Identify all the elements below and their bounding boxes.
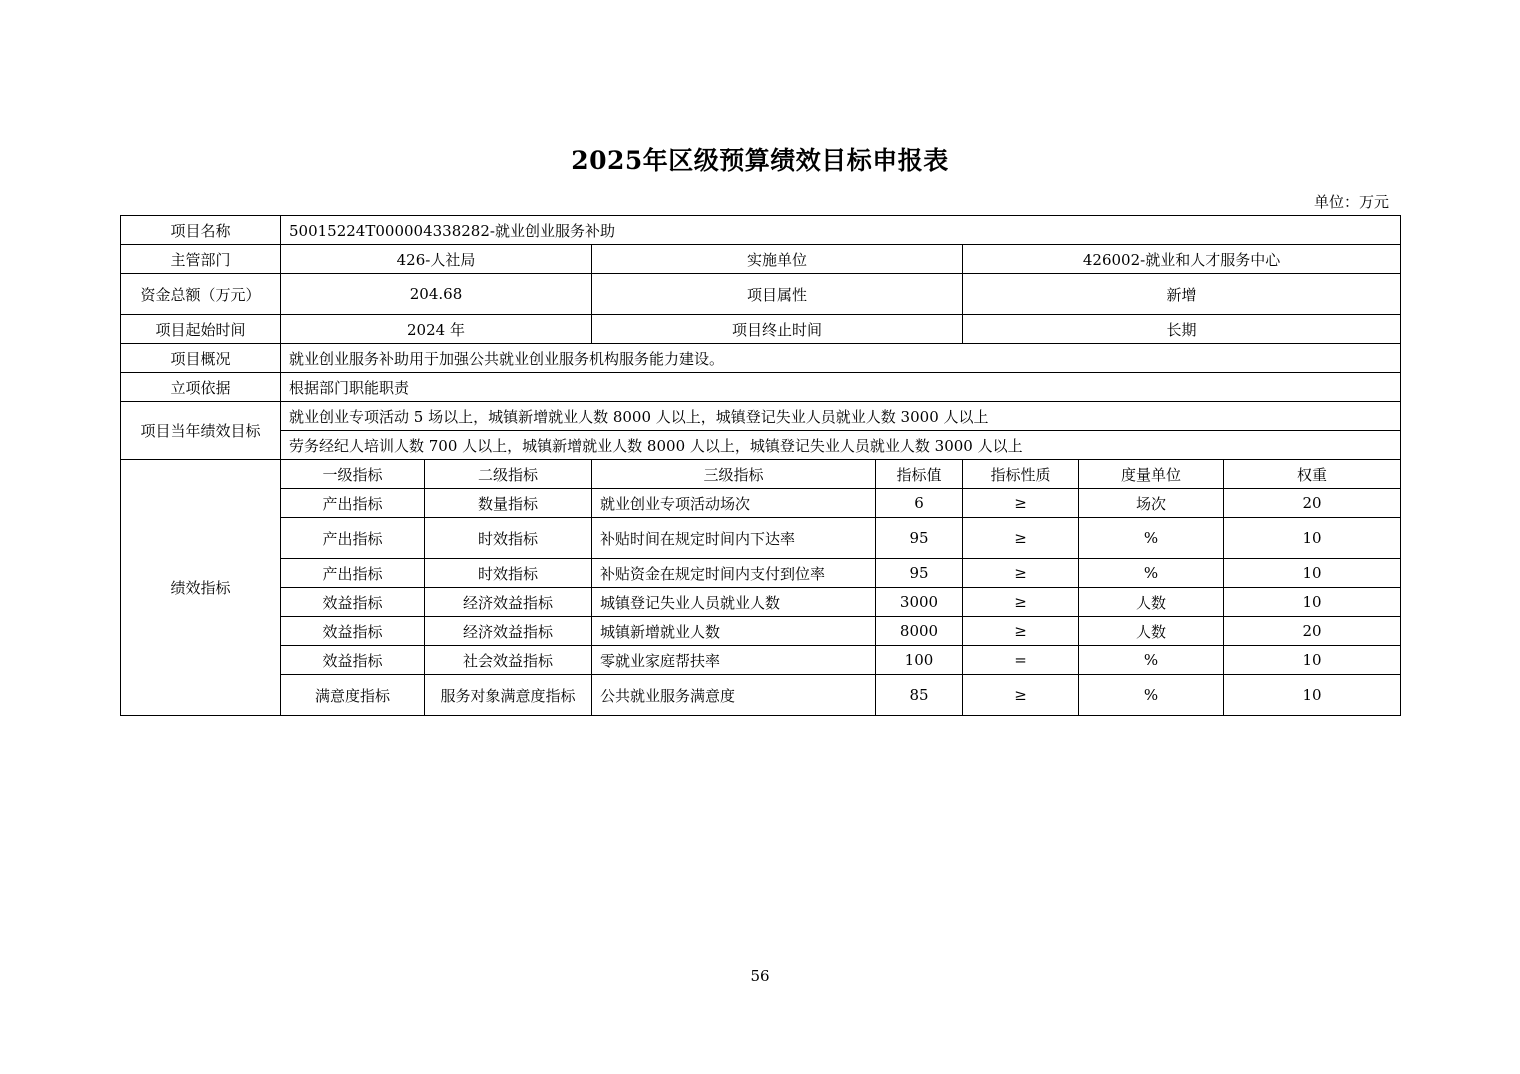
header-level3: 三级指标 [592, 460, 876, 489]
value-impl-unit: 426002-就业和人才服务中心 [963, 245, 1401, 274]
row-time [121, 315, 1401, 344]
value-end-time: 长期 [963, 315, 1401, 344]
cell-weight: 10 [1224, 588, 1401, 617]
row-total-funds [121, 274, 1401, 315]
cell-unit: % [1079, 559, 1224, 588]
cell-weight: 20 [1224, 617, 1401, 646]
cell-weight: 10 [1224, 675, 1401, 716]
cell-level1: 满意度指标 [281, 675, 425, 716]
cell-unit: 场次 [1079, 489, 1224, 518]
cell-level2: 经济效益指标 [425, 588, 592, 617]
cell-weight: 10 [1224, 559, 1401, 588]
header-level2: 二级指标 [425, 460, 592, 489]
label-total-funds: 资金总额（万元） [121, 274, 281, 315]
cell-level3: 城镇登记失业人员就业人数 [592, 588, 876, 617]
cell-value: 95 [876, 559, 963, 588]
label-indicators: 绩效指标 [121, 460, 281, 716]
cell-nature: ≥ [963, 559, 1079, 588]
label-overview: 项目概况 [121, 344, 281, 373]
cell-level1: 产出指标 [281, 518, 425, 559]
cell-value: 100 [876, 646, 963, 675]
cell-nature: ≥ [963, 617, 1079, 646]
cell-unit: % [1079, 518, 1224, 559]
cell-level3: 补贴资金在规定时间内支付到位率 [592, 559, 876, 588]
cell-level2: 经济效益指标 [425, 617, 592, 646]
cell-nature: ≥ [963, 675, 1079, 716]
cell-level2: 时效指标 [425, 559, 592, 588]
cell-level3: 城镇新增就业人数 [592, 617, 876, 646]
value-basis: 根据部门职能职责 [281, 373, 1401, 402]
cell-unit: 人数 [1079, 617, 1224, 646]
page-title: 2025年区级预算绩效目标申报表 [571, 146, 949, 175]
value-project-name: 50015224T000004338282-就业创业服务补助 [281, 216, 1401, 245]
cell-level2: 数量指标 [425, 489, 592, 518]
cell-unit: % [1079, 646, 1224, 675]
cell-value: 95 [876, 518, 963, 559]
table-row [121, 559, 1401, 588]
cell-value: 3000 [876, 588, 963, 617]
cell-weight: 10 [1224, 518, 1401, 559]
cell-level3: 零就业家庭帮扶率 [592, 646, 876, 675]
value-project-attr: 新增 [963, 274, 1401, 315]
cell-level2: 社会效益指标 [425, 646, 592, 675]
cell-level2: 服务对象满意度指标 [425, 675, 592, 716]
row-project-name [121, 216, 1401, 245]
table-row [121, 518, 1401, 559]
cell-level1: 效益指标 [281, 588, 425, 617]
cell-value: 85 [876, 675, 963, 716]
table-row [121, 646, 1401, 675]
table-row [121, 675, 1401, 716]
cell-level1: 效益指标 [281, 646, 425, 675]
label-end-time: 项目终止时间 [592, 315, 963, 344]
table-row [121, 617, 1401, 646]
cell-level2: 时效指标 [425, 518, 592, 559]
header-unit: 度量单位 [1079, 460, 1224, 489]
cell-nature: = [963, 646, 1079, 675]
cell-level3: 公共就业服务满意度 [592, 675, 876, 716]
header-weight: 权重 [1224, 460, 1401, 489]
row-basis [121, 373, 1401, 402]
label-project-name: 项目名称 [121, 216, 281, 245]
label-start-time: 项目起始时间 [121, 315, 281, 344]
cell-value: 8000 [876, 617, 963, 646]
cell-unit: 人数 [1079, 588, 1224, 617]
row-indicator-header [121, 460, 1401, 489]
header-value: 指标值 [876, 460, 963, 489]
value-overview: 就业创业服务补助用于加强公共就业创业服务机构服务能力建设。 [281, 344, 1401, 373]
cell-level3: 补贴时间在规定时间内下达率 [592, 518, 876, 559]
value-start-time: 2024 年 [281, 315, 592, 344]
cell-nature: ≥ [963, 588, 1079, 617]
label-impl-unit: 实施单位 [592, 245, 963, 274]
row-department [121, 245, 1401, 274]
row-goal-1 [121, 402, 1401, 431]
value-goal-2: 劳务经纪人培训人数 700 人以上，城镇新增就业人数 8000 人以上，城镇登记失业人员就业人数 3000 人以上 [281, 431, 1401, 460]
cell-value: 6 [876, 489, 963, 518]
row-goal-2 [121, 431, 1401, 460]
value-total-funds: 204.68 [281, 274, 592, 315]
cell-level1: 产出指标 [281, 489, 425, 518]
label-project-attr: 项目属性 [592, 274, 963, 315]
cell-level1: 效益指标 [281, 617, 425, 646]
cell-level3: 就业创业专项活动场次 [592, 489, 876, 518]
label-department: 主管部门 [121, 245, 281, 274]
cell-nature: ≥ [963, 489, 1079, 518]
cell-weight: 20 [1224, 489, 1401, 518]
cell-level1: 产出指标 [281, 559, 425, 588]
unit-label: 单位：万元 [1313, 193, 1389, 211]
label-basis: 立项依据 [121, 373, 281, 402]
cell-unit: % [1079, 675, 1224, 716]
value-department: 426-人社局 [281, 245, 592, 274]
budget-table [120, 215, 1401, 716]
value-goal-1: 就业创业专项活动 5 场以上，城镇新增就业人数 8000 人以上，城镇登记失业人员就业人数 3000 人以上 [281, 402, 1401, 431]
page-number: 56 [750, 967, 770, 985]
header-nature: 指标性质 [963, 460, 1079, 489]
label-annual-goal: 项目当年绩效目标 [121, 402, 281, 460]
row-overview [121, 344, 1401, 373]
table-row [121, 489, 1401, 518]
header-level1: 一级指标 [281, 460, 425, 489]
table-row [121, 588, 1401, 617]
cell-weight: 10 [1224, 646, 1401, 675]
cell-nature: ≥ [963, 518, 1079, 559]
